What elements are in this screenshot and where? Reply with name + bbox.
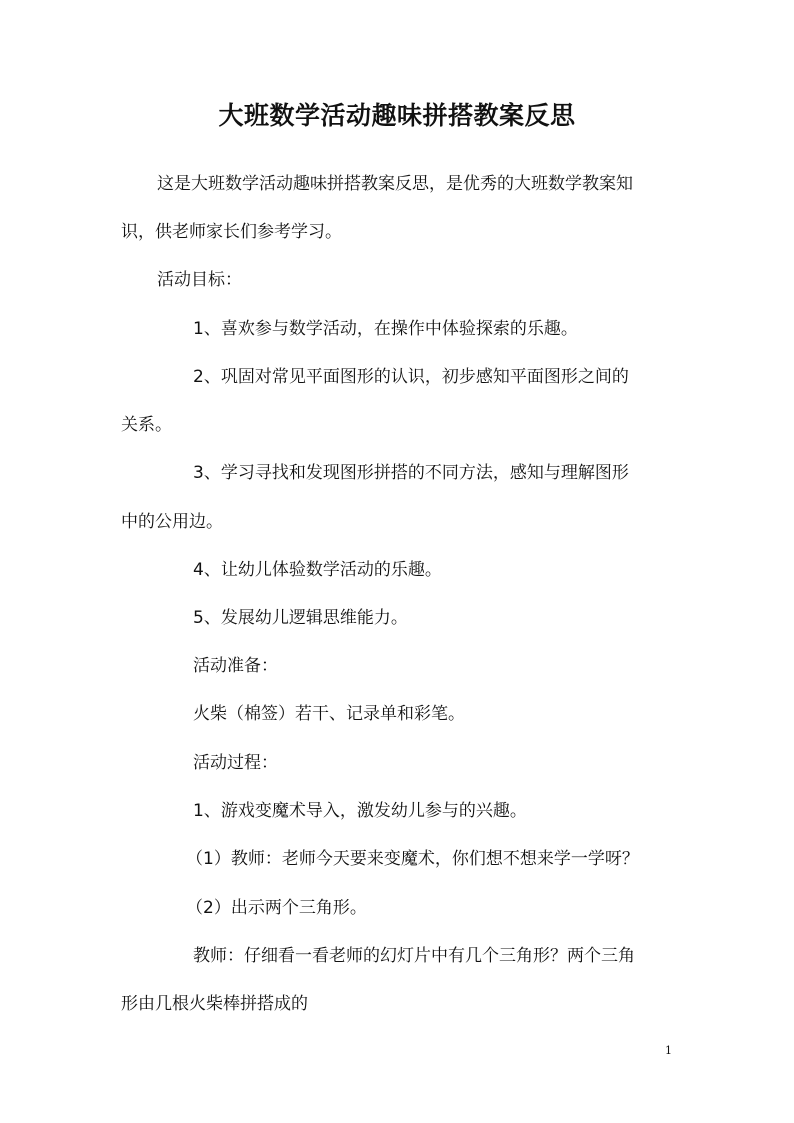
step-1-sub-1: （1）教师：老师今天要来变魔术，你们想不想来学一学呀？ [186, 849, 639, 869]
goal-4: 4、让幼儿体验数学活动的乐趣。 [193, 560, 442, 580]
goal-5: 5、发展幼儿逻辑思维能力。 [193, 608, 408, 628]
goal-2-line-2: 关系。 [121, 415, 172, 435]
process-heading: 活动过程： [193, 753, 278, 773]
teacher-line-2: 形由几根火柴棒拼搭成的 [121, 994, 308, 1014]
prep-text: 火柴（棉签）若干、记录单和彩笔。 [193, 704, 465, 724]
intro-line-2: 识，供老师家长们参考学习。 [121, 222, 342, 242]
goals-heading: 活动目标： [157, 270, 242, 290]
page-number: 1 [665, 1044, 672, 1057]
step-1: 1、游戏变魔术导入，激发幼儿参与的兴趣。 [193, 801, 527, 821]
prep-heading: 活动准备： [193, 656, 278, 676]
step-1-sub-2: （2）出示两个三角形。 [186, 898, 367, 918]
goal-2-line-1: 2、巩固对常见平面图形的认识，初步感知平面图形之间的 [193, 367, 629, 387]
document-title: 大班数学活动趣味拼搭教案反思 [218, 101, 576, 130]
teacher-line-1: 教师：仔细看一看老师的幻灯片中有几个三角形？两个三角 [193, 946, 635, 966]
goal-3-line-2: 中的公用边。 [121, 512, 223, 532]
goal-1: 1、喜欢参与数学活动，在操作中体验探索的乐趣。 [193, 319, 578, 339]
goal-3-line-1: 3、学习寻找和发现图形拼搭的不同方法，感知与理解图形 [193, 463, 629, 483]
intro-line-1: 这是大班数学活动趣味拼搭教案反思，是优秀的大班数学教案知 [157, 174, 633, 194]
